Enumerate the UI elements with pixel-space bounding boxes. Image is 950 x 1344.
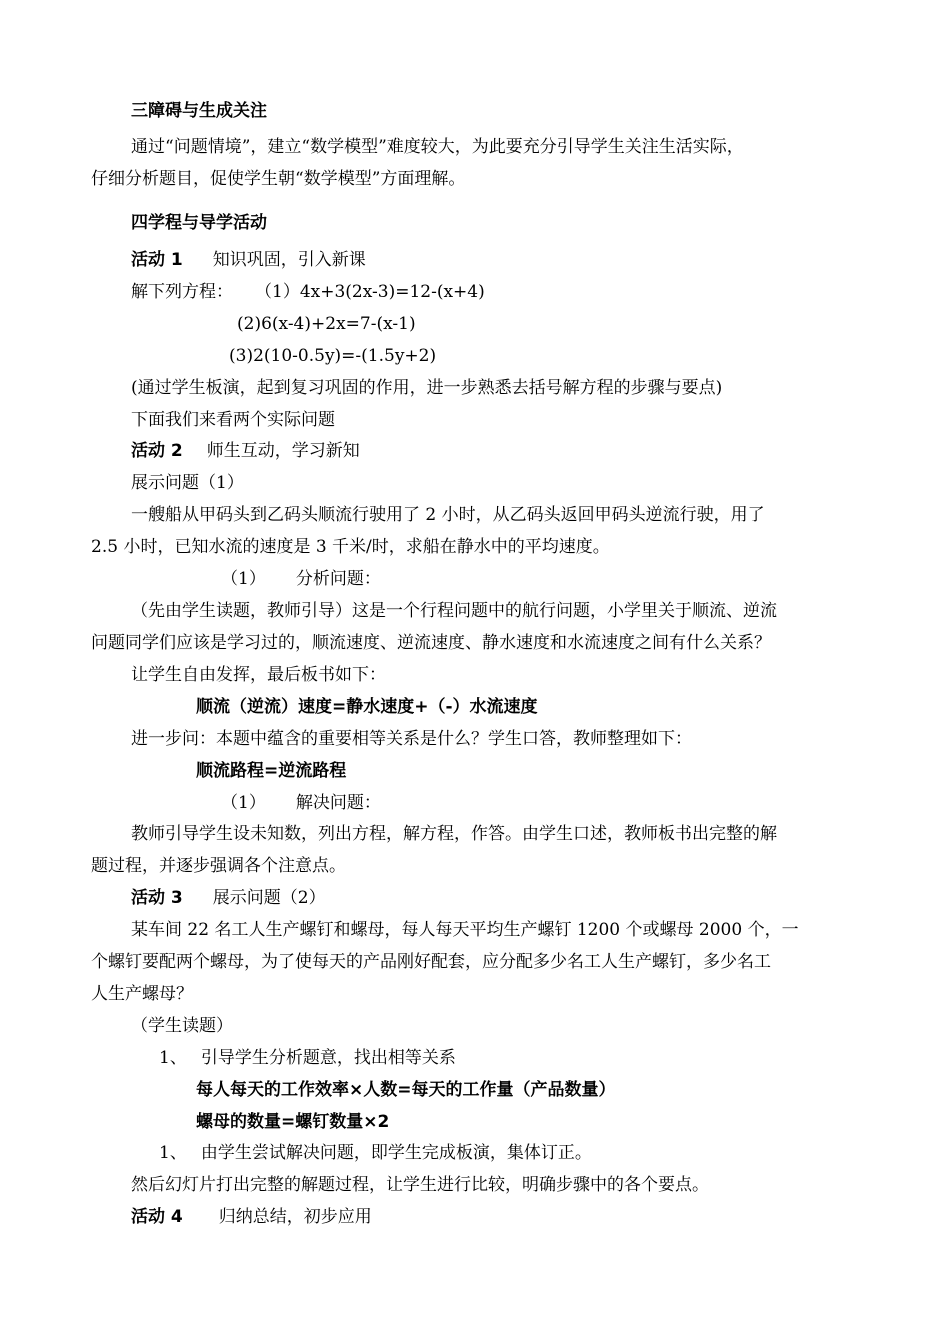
item1-text: 引导学生分析题意，找出相等关系 bbox=[200, 1048, 456, 1068]
activity2-problem-line1: 一艘船从甲码头到乙码头顺流行驶用了 2 小时，从乙码头返回甲码头逆流行驶，用了 bbox=[131, 505, 765, 525]
activity3-problem-line1: 某车间 22 名工人生产螺钉和螺母，每人每天平均生产螺钉 1200 个或螺母 2000 个，一 bbox=[131, 920, 799, 940]
activity4-line bbox=[131, 1206, 372, 1228]
activity1-line bbox=[131, 249, 366, 271]
section3-paragraph-line1: 通过“问题情境”，建立“数学模型”难度较大，为此要充分引导学生关注生活实际， bbox=[131, 137, 744, 157]
section3-heading: 三障碍与生成关注 bbox=[131, 101, 267, 121]
activity2-board-intro: 让学生自由发挥，最后板书如下： bbox=[131, 665, 386, 685]
item2-number: 1、 bbox=[159, 1143, 187, 1163]
activity1-label: 活动 1 bbox=[131, 250, 183, 270]
section4-heading: 四学程与导学活动 bbox=[131, 213, 267, 233]
activity1-note: (通过学生板演，起到复习巩固的作用，进一步熟悉去括号解方程的步骤与要点) bbox=[131, 378, 723, 398]
activity2-formula1: 顺流（逆流）速度=静水速度+（-）水流速度 bbox=[196, 697, 538, 717]
activity2-solve-line1: 教师引导学生设未知数，列出方程，解方程，作答。由学生口述，教师板书出完整的解 bbox=[131, 824, 777, 844]
equations-prompt: 解下列方程： bbox=[131, 282, 233, 302]
activity3-read: （学生读题） bbox=[131, 1016, 233, 1036]
activity1-prompt-line bbox=[131, 281, 485, 303]
activity3-problem-line3: 人生产螺母？ bbox=[91, 984, 193, 1004]
activity2-title: 师生互动，学习新知 bbox=[206, 441, 360, 461]
section3-paragraph-line2: 仔细分析题目，促使学生朝“数学模型”方面理解。 bbox=[91, 169, 466, 189]
activity2-problem-line2: 2.5 小时，已知水流的速度是 3 千米/时，求船在静水中的平均速度。 bbox=[91, 537, 610, 557]
activity4-title: 归纳总结，初步应用 bbox=[218, 1207, 372, 1227]
activity1-transition: 下面我们来看两个实际问题 bbox=[131, 410, 335, 430]
equation-1: （1）4x+3(2x-3)=12-(x+4) bbox=[255, 282, 485, 302]
activity3-formula1: 每人每天的工作效率×人数=每天的工作量（产品数量） bbox=[196, 1080, 616, 1100]
activity2-solve-line2: 题过程，并逐步强调各个注意点。 bbox=[91, 856, 346, 876]
activity2-step2 bbox=[221, 792, 381, 814]
activity2-analysis-line2: 问题同学们应该是学习过的，顺流速度、逆流速度、静水速度和水流速度之间有什么关系？ bbox=[91, 633, 771, 653]
activity3-formula2: 螺母的数量=螺钉数量×2 bbox=[196, 1112, 390, 1132]
item2-text: 由学生尝试解决问题，即学生完成板演，集体订正。 bbox=[200, 1143, 592, 1163]
step1-text: 分析问题： bbox=[295, 569, 381, 589]
activity2-line bbox=[131, 440, 360, 462]
activity2-label: 活动 2 bbox=[131, 441, 183, 461]
activity4-label: 活动 4 bbox=[131, 1207, 183, 1227]
activity3-summary: 然后幻灯片打出完整的解题过程，让学生进行比较，明确步骤中的各个要点。 bbox=[131, 1175, 709, 1195]
activity3-title: 展示问题（2） bbox=[212, 888, 326, 908]
step2-text: 解决问题： bbox=[295, 793, 381, 813]
step2-number: （1） bbox=[221, 793, 266, 813]
activity3-label: 活动 3 bbox=[131, 888, 183, 908]
item1-number: 1、 bbox=[159, 1048, 187, 1068]
activity2-formula2: 顺流路程=逆流路程 bbox=[196, 761, 347, 781]
activity2-analysis-line1: （先由学生读题，教师引导）这是一个行程问题中的航行问题，小学里关于顺流、逆流 bbox=[131, 601, 777, 621]
activity1-title: 知识巩固，引入新课 bbox=[212, 250, 366, 270]
activity2-step1 bbox=[221, 568, 381, 590]
equation-2: (2)6(x-4)+2x=7-(x-1) bbox=[237, 314, 416, 334]
activity2-show: 展示问题（1） bbox=[131, 473, 244, 493]
activity3-item2 bbox=[159, 1142, 592, 1164]
activity3-line bbox=[131, 887, 326, 909]
activity3-item1 bbox=[159, 1047, 456, 1069]
activity2-further: 进一步问：本题中蕴含的重要相等关系是什么？学生口答，教师整理如下： bbox=[131, 729, 692, 749]
activity3-problem-line2: 个螺钉要配两个螺母，为了使每天的产品刚好配套，应分配多少名工人生产螺钉，多少名工 bbox=[91, 952, 771, 972]
equation-3: (3)2(10-0.5y)=-(1.5y+2) bbox=[229, 346, 437, 366]
step1-number: （1） bbox=[221, 569, 266, 589]
